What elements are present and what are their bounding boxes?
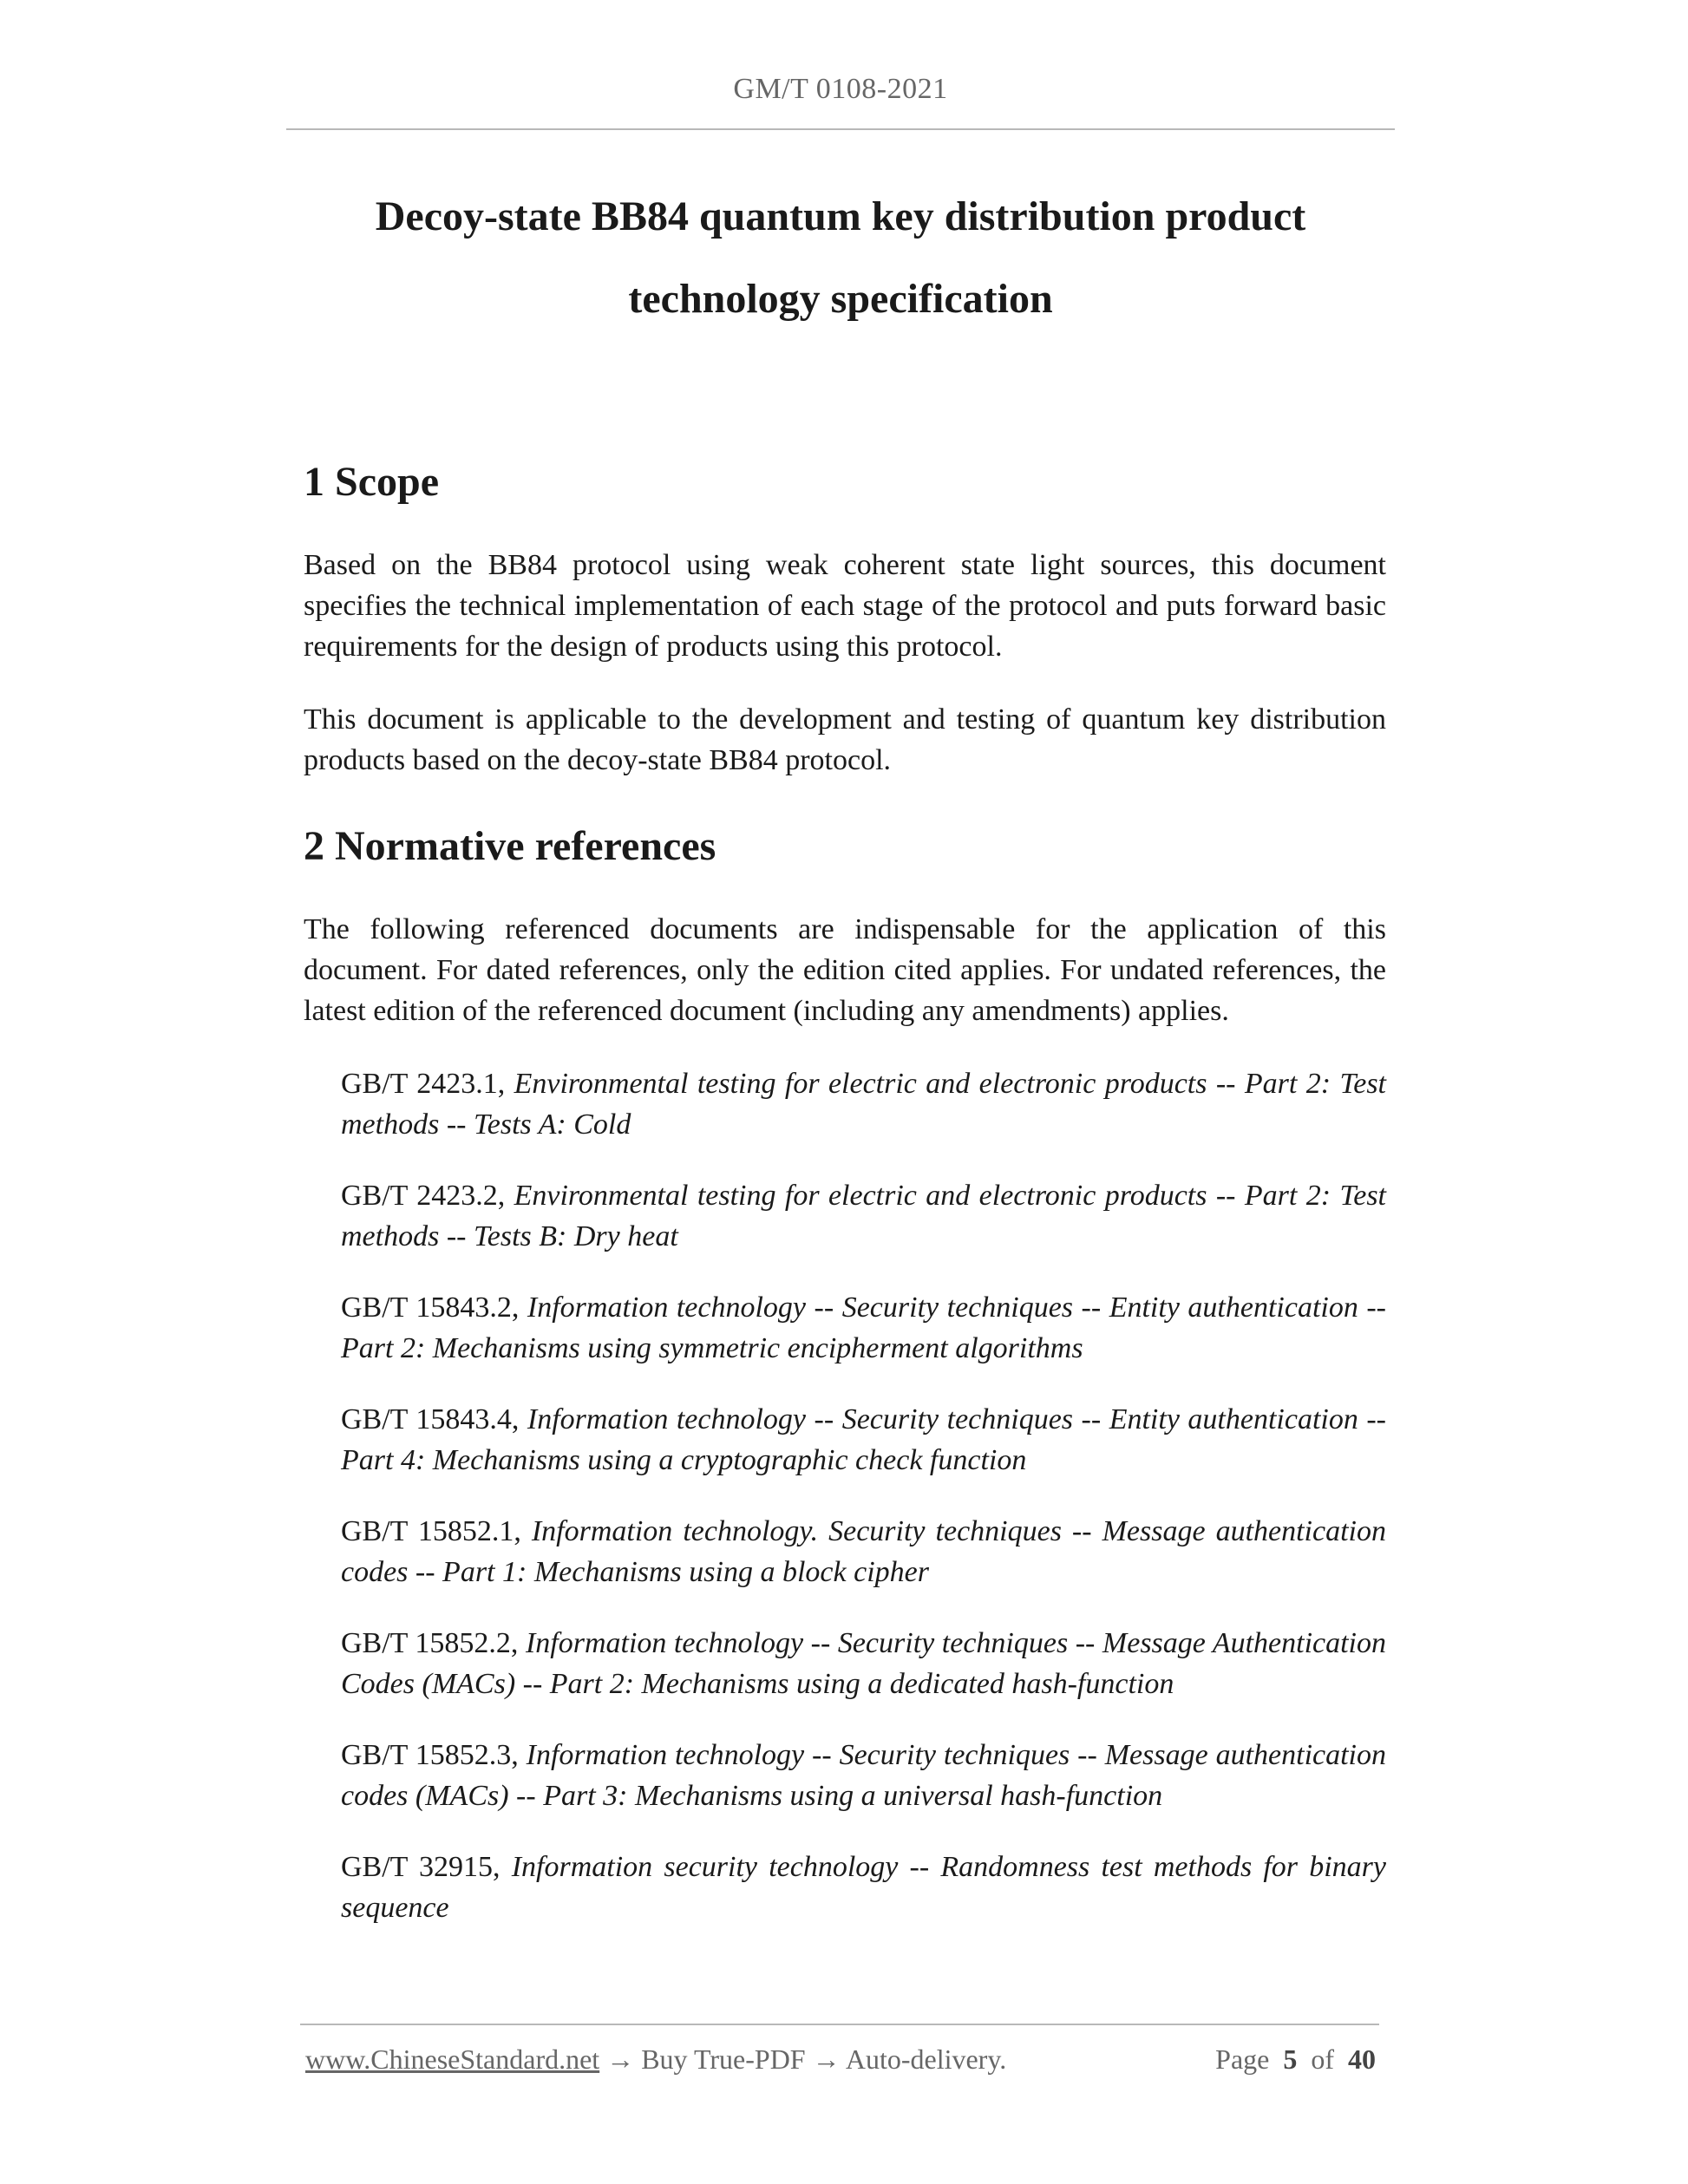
reference-item: [341, 1735, 1386, 1816]
arrow-right-icon: →: [812, 2043, 841, 2075]
reference-title: Environmental testing for electric and electronic products -- Part 2: Test methods -- Tests B: Dry heat: [341, 1180, 1386, 1252]
footer-divider: [300, 2024, 1379, 2025]
section-heading-scope: 1 Scope: [304, 459, 439, 505]
page-header-doc-code: GM/T 0108-2021: [733, 73, 948, 105]
reference-title: Information technology -- Security techniques -- Message authentication codes (MACs) -- Part 3: Mechanisms using a universal hash-function: [341, 1739, 1386, 1812]
document-title-line-1: Decoy-state BB84 quantum key distribution product: [375, 193, 1306, 239]
reference-item: [341, 1847, 1386, 1928]
header-divider: [286, 128, 1395, 130]
reference-title: Information technology -- Security techniques -- Entity authentication -- Part 4: Mechanisms using a cryptographic check function: [341, 1403, 1387, 1476]
normative-references-paragraph: The following referenced documents are indispensable for the application of this document. For dated references, only the edition cited applies. For undated references, the latest edition of the referenced document (including any amendments) applies.: [304, 913, 1386, 1027]
arrow-right-icon: →: [606, 2043, 635, 2075]
current-page-number: 5: [1283, 2043, 1298, 2075]
reference-code: GB/T 2423.2,: [341, 1180, 506, 1212]
reference-title: Information technology -- Security techniques -- Entity authentication -- Part 2: Mechanisms using symmetric encipherment algorithms: [341, 1291, 1387, 1364]
reference-title: Information technology. Security techniques -- Message authentication codes -- Part 1: Mechanisms using a block cipher: [341, 1515, 1386, 1588]
reference-code: GB/T 15852.1,: [341, 1515, 521, 1547]
reference-item: [341, 1399, 1386, 1481]
page-number-indicator: [1215, 2043, 1376, 2076]
reference-item: [341, 1175, 1386, 1257]
reference-code: GB/T 2423.1,: [341, 1068, 506, 1100]
reference-title: Information technology -- Security techniques -- Message Authentication Codes (MACs) -- Part 2: Mechanisms using a dedicated hash-function: [341, 1627, 1386, 1700]
total-page-count: 40: [1348, 2043, 1376, 2075]
document-body: [304, 451, 1386, 1928]
document-title-line-2: technology specification: [628, 276, 1053, 322]
footer-buy-text: Buy True-PDF: [641, 2043, 806, 2075]
reference-title: Information security technology -- Randomness test methods for binary sequence: [341, 1851, 1387, 1924]
reference-item: [341, 1623, 1386, 1704]
reference-item: [341, 1063, 1386, 1145]
scope-paragraph-2: This document is applicable to the development and testing of quantum key distribution products based on the decoy-state BB84 protocol.: [304, 703, 1386, 776]
page-label: Page: [1215, 2043, 1270, 2075]
scope-paragraph-1: Based on the BB84 protocol using weak coherent state light sources, this document specifies the technical implementation of each stage of the protocol and puts forward basic requirements for the design of products using this protocol.: [304, 549, 1386, 663]
section-heading-normative-references: 2 Normative references: [304, 823, 716, 869]
reference-code: GB/T 15852.3,: [341, 1739, 519, 1771]
document-title: [286, 175, 1395, 340]
footer-promo: [305, 2043, 1006, 2076]
reference-code: GB/T 15843.2,: [341, 1291, 520, 1324]
footer-delivery-text: Auto-delivery.: [845, 2043, 1007, 2075]
page-of-label: of: [1311, 2043, 1334, 2075]
reference-item: [341, 1287, 1386, 1369]
reference-code: GB/T 15843.4,: [341, 1403, 520, 1435]
reference-code: GB/T 15852.2,: [341, 1627, 519, 1659]
reference-code: GB/T 32915,: [341, 1851, 501, 1883]
reference-item: [341, 1511, 1386, 1592]
reference-list: [304, 1063, 1386, 1928]
footer-site-link[interactable]: www.ChineseStandard.net: [305, 2043, 600, 2075]
reference-title: Environmental testing for electric and electronic products -- Part 2: Test methods -- Tests A: Cold: [341, 1068, 1386, 1141]
